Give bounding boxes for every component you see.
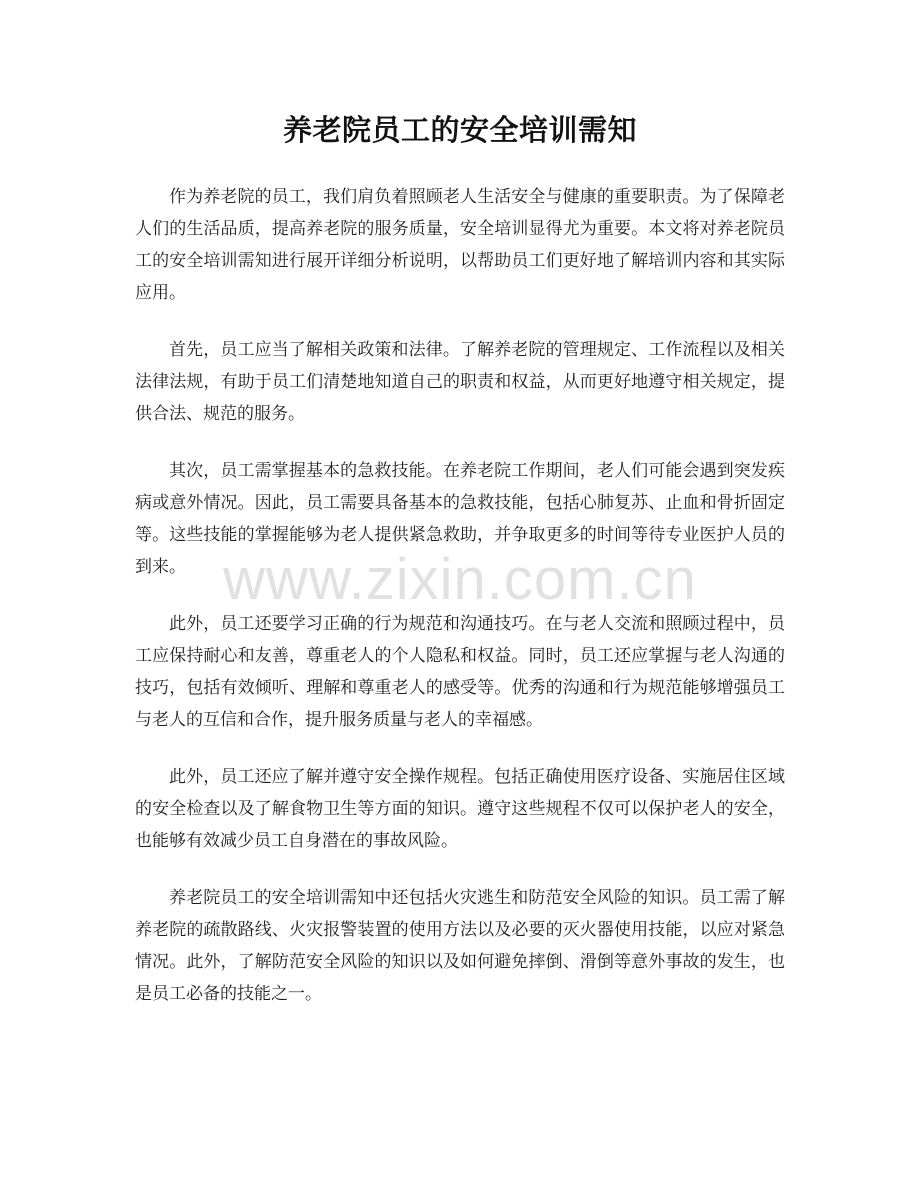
paragraph-policy-law: 首先，员工应当了解相关政策和法律。了解养老院的管理规定、工作流程以及相关法律法规，有助于员工们清楚地知道自己的职责和权益，从而更好地遵守相关规定，提供合法、规范的服务。 <box>135 340 785 424</box>
document-body <box>135 181 785 1035</box>
paragraph-first-aid: 其次，员工需掌握基本的急救技能。在养老院工作期间，老人们可能会遇到突发疾病或意外情况。因此，员工需要具备基本的急救技能，包括心肺复苏、止血和骨折固定等。这些技能的掌握能够为老人提供紧急救助，并争取更多的时间等待专业医护人员的到来。 <box>135 461 785 577</box>
paragraph-safety-procedures: 此外，员工还应了解并遵守安全操作规程。包括正确使用医疗设备、实施居住区域的安全检查以及了解食物卫生等方面的知识。遵守这些规程不仅可以保护老人的安全，也能够有效减少员工自身潜在的事故风险。 <box>135 767 785 851</box>
paragraph-communication: 此外，员工还要学习正确的行为规范和沟通技巧。在与老人交流和照顾过程中，员工应保持耐心和友善，尊重老人的个人隐私和权益。同时，员工还应掌握与老人沟通的技巧，包括有效倾听、理解和尊重老人的感受等。优秀的沟通和行为规范能够增强员工与老人的互信和合作，提升服务质量与老人的幸福感。 <box>135 614 785 730</box>
document-title: 养老院员工的安全培训需知 <box>282 113 637 147</box>
paragraph-fire-safety: 养老院员工的安全培训需知中还包括火灾逃生和防范安全风险的知识。员工需了解养老院的疏散路线、火灾报警装置的使用方法以及必要的灭火器使用技能，以应对紧急情况。此外，了解防范安全风险的知识以及如何避免摔倒、滑倒等意外事故的发生，也是员工必备的技能之一。 <box>135 888 785 1004</box>
watermark: www.zixin.com.cn <box>223 547 697 612</box>
paragraph-intro: 作为养老院的员工，我们肩负着照顾老人生活安全与健康的重要职责。为了保障老人们的生活品质，提高养老院的服务质量，安全培训显得尤为重要。本文将对养老院员工的安全培训需知进行展开详细分析说明，以帮助员工们更好地了解培训内容和其实际应用。 <box>135 187 785 303</box>
